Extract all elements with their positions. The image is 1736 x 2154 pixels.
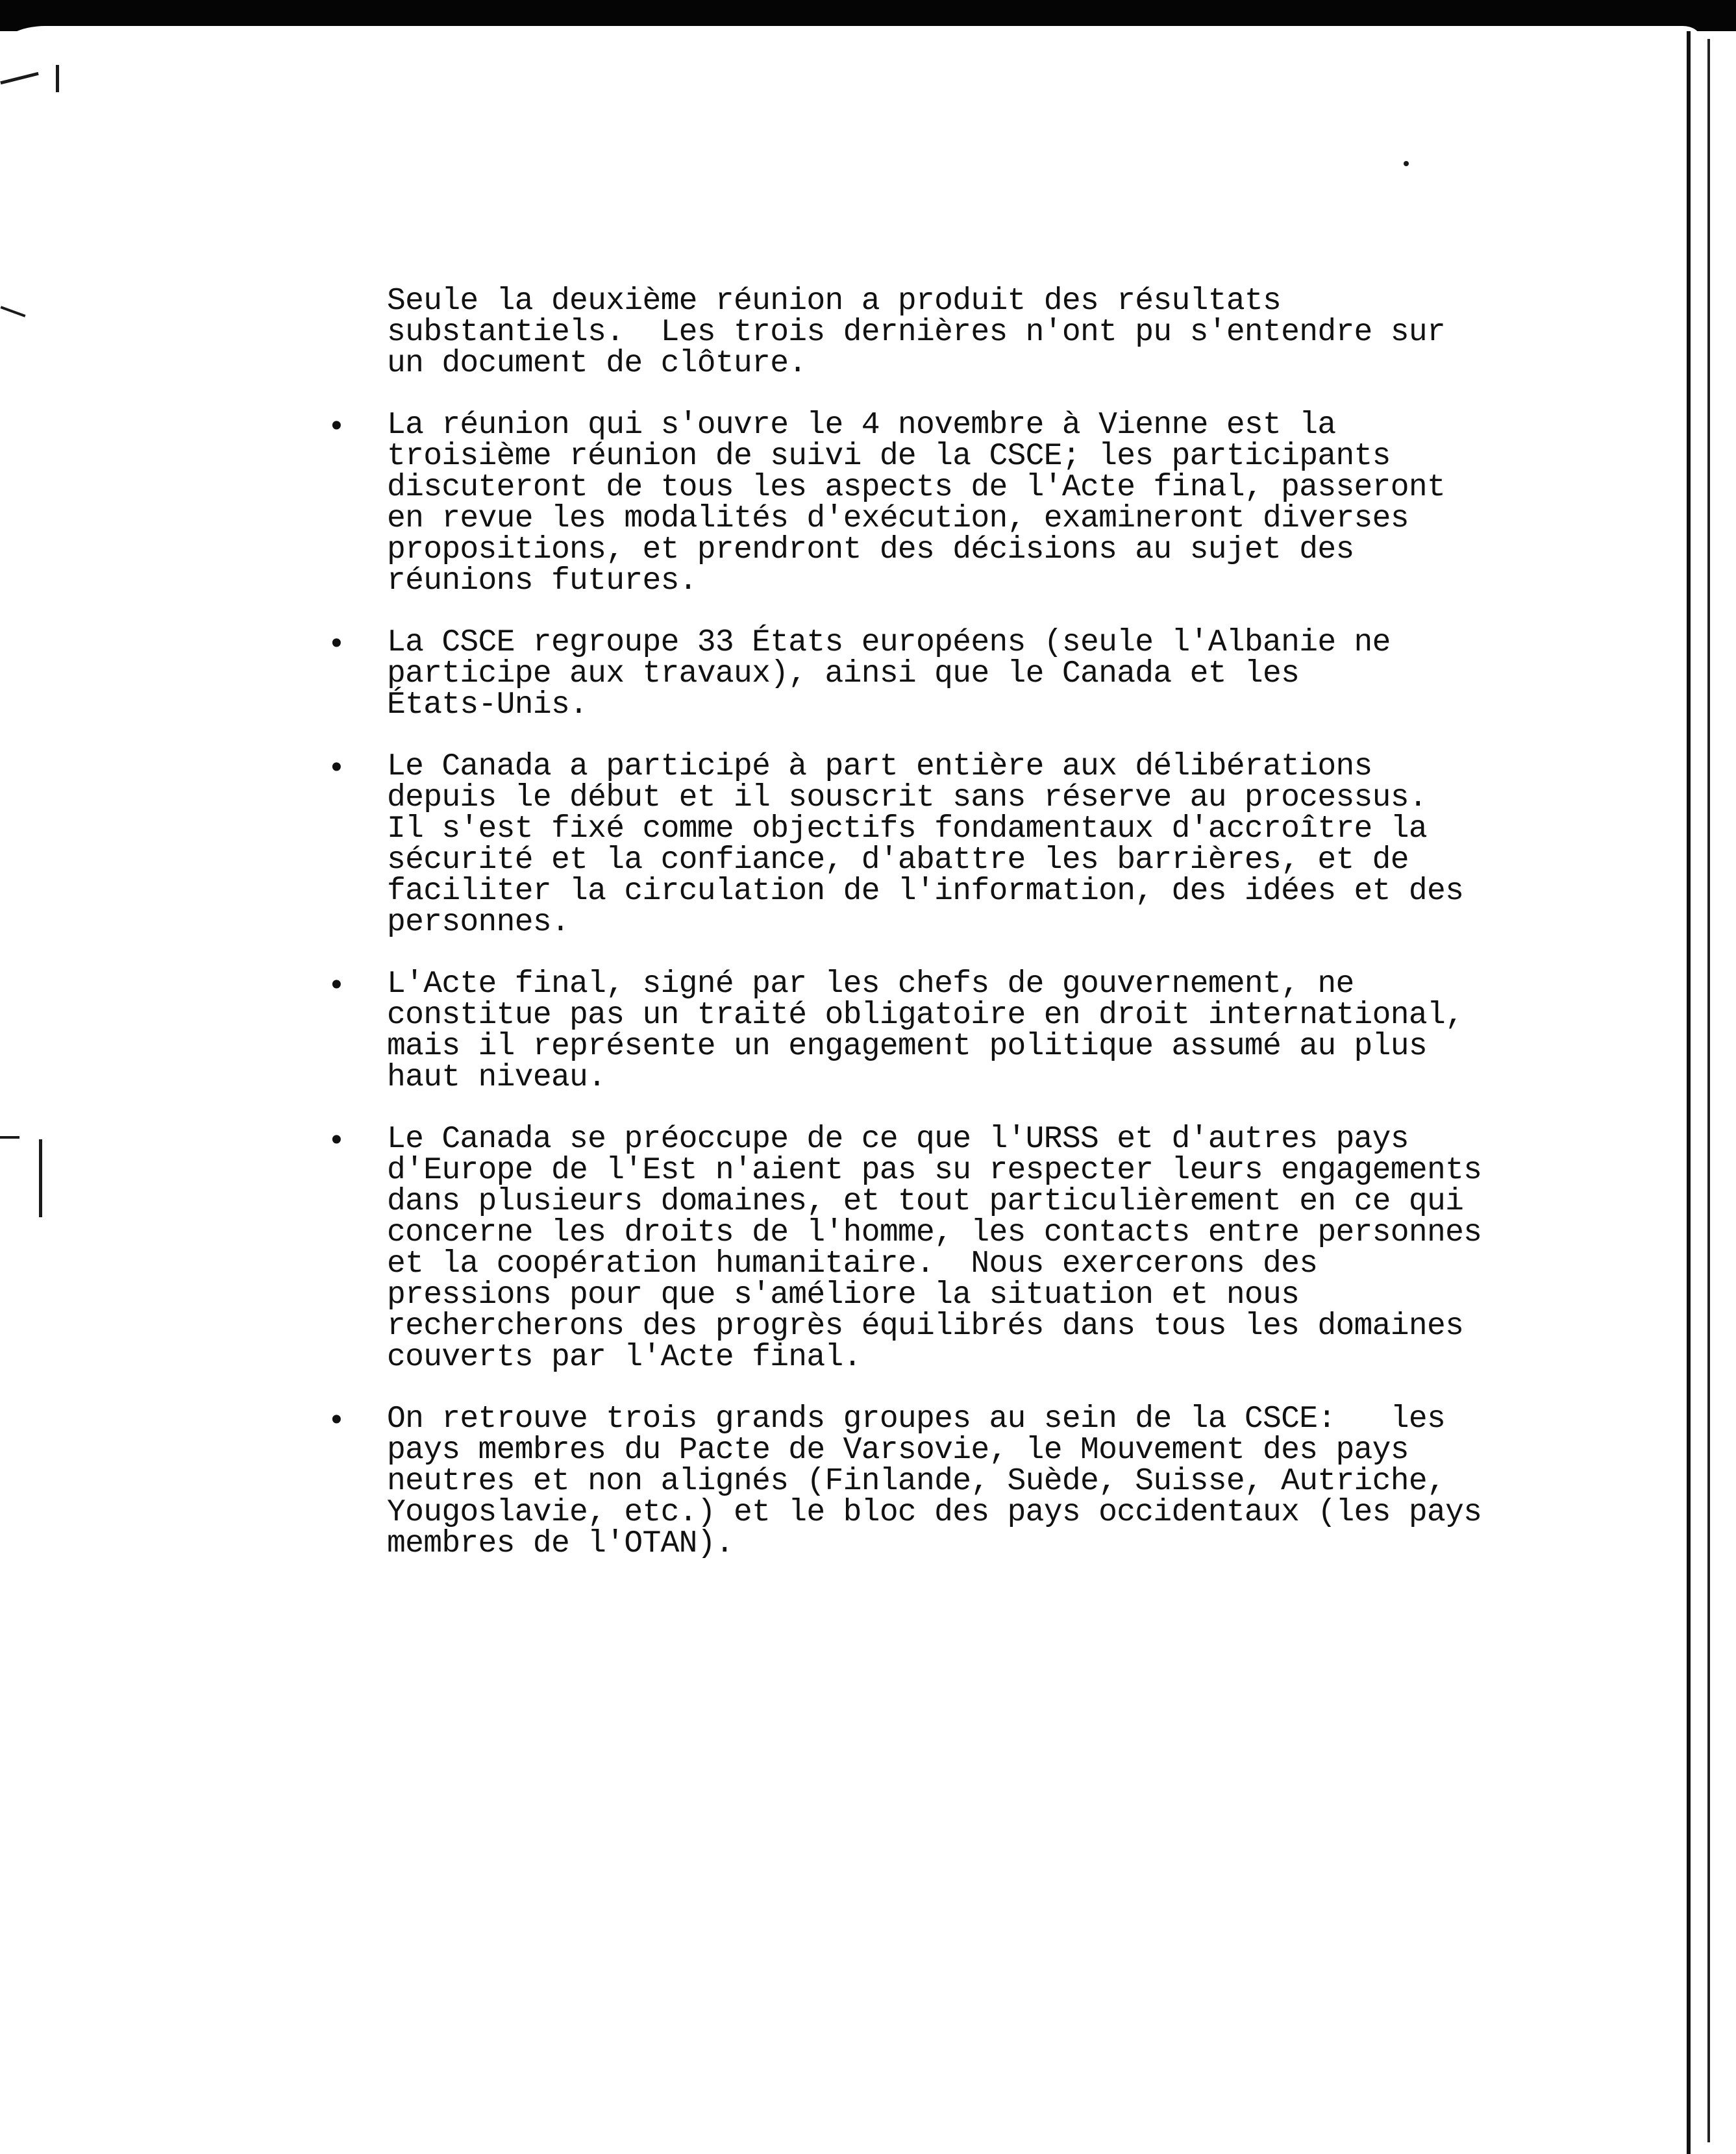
text-line: membres de l'OTAN).	[387, 1526, 734, 1561]
scan-mark	[0, 1136, 19, 1139]
bullet-item-canada-participation	[327, 749, 1620, 940]
scan-right-border	[1687, 31, 1736, 2154]
text-line: dans plusieurs domaines, et tout particulièrement en ce qui	[387, 1184, 1464, 1219]
text-line: propositions, et prendront des décisions au sujet des	[387, 532, 1354, 567]
text-line: substantiels. Les trois dernières n'ont pu s'entendre sur	[387, 315, 1446, 350]
bullet-icon: •	[327, 752, 346, 787]
scan-mark	[0, 72, 38, 84]
paragraph-results	[387, 286, 1620, 379]
bullet-item-vienne-meeting	[327, 408, 1620, 599]
scan-right-line	[1707, 39, 1710, 2142]
text-line: constitue pas un traité obligatoire en droit international,	[387, 998, 1464, 1033]
text-line: couverts par l'Acte final.	[387, 1340, 862, 1375]
text-line: discuteront de tous les aspects de l'Acte final, passeront	[387, 470, 1446, 505]
text-line: Le Canada se préoccupe de ce que l'URSS et d'autres pays	[387, 1122, 1409, 1157]
text-line: Il s'est fixé comme objectifs fondamentaux d'accroître la	[387, 811, 1427, 847]
bullet-icon: •	[327, 1124, 346, 1159]
text-line: en revue les modalités d'exécution, examineront diverses	[387, 501, 1409, 536]
text-line: La CSCE regroupe 33 États européens (seule l'Albanie ne	[387, 625, 1391, 660]
scan-mark	[39, 1139, 42, 1217]
text-line: réunions futures.	[387, 563, 697, 599]
text-line: troisième réunion de suivi de la CSCE; les participants	[387, 439, 1391, 474]
text-line: pays membres du Pacte de Varsovie, le Mouvement des pays	[387, 1433, 1409, 1468]
text-line: sécurité et la confiance, d'abattre les barrières, et de	[387, 843, 1409, 878]
text-line: depuis le début et il souscrit sans réserve au processus.	[387, 780, 1427, 815]
text-line: La réunion qui s'ouvre le 4 novembre à Vienne est la	[387, 408, 1336, 443]
document-body	[327, 284, 1620, 1590]
text-line: On retrouve trois grands groupes au sein de la CSCE: les	[387, 1402, 1446, 1437]
bullet-icon: •	[327, 410, 346, 445]
bullet-item-csce-members	[327, 625, 1620, 723]
text-line: Yougoslavie, etc.) et le bloc des pays occidentaux (les pays	[387, 1495, 1482, 1530]
text-line: faciliter la circulation de l'information, des idées et des	[387, 874, 1464, 909]
text-line: d'Europe de l'Est n'aient pas su respecter leurs engagements	[387, 1153, 1482, 1188]
bullet-item-canada-concerns	[327, 1122, 1620, 1375]
text-line: haut niveau.	[387, 1060, 606, 1095]
bullet-icon: •	[327, 628, 346, 663]
text-line: L'Acte final, signé par les chefs de gouvernement, ne	[387, 967, 1354, 1002]
text-line: Seule la deuxième réunion a produit des résultats	[387, 284, 1282, 319]
text-line: personnes.	[387, 905, 570, 940]
scan-mark	[1404, 161, 1409, 166]
text-line: Le Canada a participé à part entière aux délibérations	[387, 749, 1372, 784]
text-line: un document de clôture.	[387, 346, 807, 381]
bullet-icon: •	[327, 969, 346, 1004]
scan-mark	[1, 306, 26, 317]
text-line: États-Unis.	[387, 687, 588, 723]
text-line: rechercherons des progrès équilibrés dans tous les domaines	[387, 1309, 1464, 1344]
text-line: participe aux travaux), ainsi que le Canada et les	[387, 656, 1300, 691]
bullet-item-acte-final	[327, 967, 1620, 1095]
text-line: pressions pour que s'améliore la situation et nous	[387, 1278, 1300, 1313]
bullet-icon: •	[327, 1404, 346, 1439]
text-line: neutres et non alignés (Finlande, Suède, Suisse, Autriche,	[387, 1464, 1446, 1499]
page-top-edge	[0, 26, 1701, 65]
bullet-item-csce-groups	[327, 1402, 1620, 1561]
scan-mark	[56, 65, 59, 92]
text-line: mais il représente un engagement politique assumé au plus	[387, 1029, 1427, 1064]
text-line: et la coopération humanitaire. Nous exercerons des	[387, 1246, 1318, 1281]
text-line: concerne les droits de l'homme, les contacts entre personnes	[387, 1215, 1482, 1250]
